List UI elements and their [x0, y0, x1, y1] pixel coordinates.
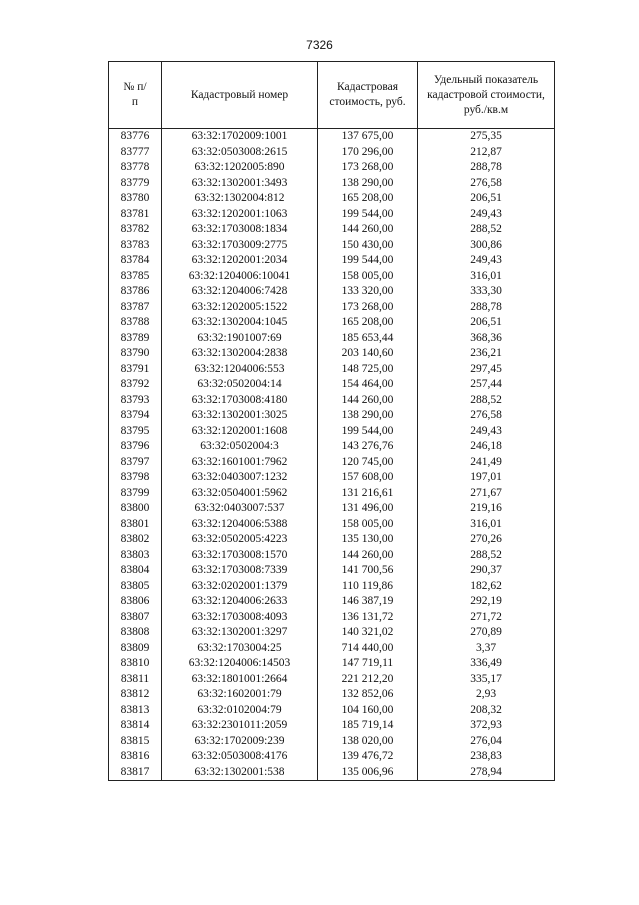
specific-value-cell: 372,93	[418, 718, 555, 734]
row-number-cell: 83807	[109, 610, 162, 626]
row-number-cell: 83790	[109, 346, 162, 362]
table-row	[109, 470, 555, 486]
table-row	[109, 501, 555, 517]
cadastral-value-cell: 137 675,00	[318, 129, 418, 145]
specific-value-cell: 288,78	[418, 300, 555, 316]
specific-value-cell: 236,21	[418, 346, 555, 362]
specific-value-cell: 241,49	[418, 455, 555, 471]
row-number-cell: 83784	[109, 253, 162, 269]
cadastral-number-cell: 63:32:1801001:2664	[162, 672, 318, 688]
table-row	[109, 439, 555, 455]
row-number-cell: 83802	[109, 532, 162, 548]
cadastral-number-cell: 63:32:1302001:3025	[162, 408, 318, 424]
table-row	[109, 532, 555, 548]
cadastral-value-cell: 138 290,00	[318, 408, 418, 424]
cadastral-number-cell: 63:32:1602001:79	[162, 687, 318, 703]
cadastral-value-cell: 139 476,72	[318, 749, 418, 765]
cadastral-value-cell: 199 544,00	[318, 207, 418, 223]
table-row	[109, 176, 555, 192]
cadastral-number-cell: 63:32:1204006:5388	[162, 517, 318, 533]
specific-value-cell: 336,49	[418, 656, 555, 672]
specific-value-cell: 297,45	[418, 362, 555, 378]
row-number-cell: 83794	[109, 408, 162, 424]
cadastral-value-cell: 199 544,00	[318, 424, 418, 440]
table-row	[109, 238, 555, 254]
row-number-cell: 83785	[109, 269, 162, 285]
cadastral-value-cell: 203 140,60	[318, 346, 418, 362]
row-number-cell: 83789	[109, 331, 162, 347]
cadastral-value-cell: 147 719,11	[318, 656, 418, 672]
header-cadastral-number: Кадастровый номер	[162, 62, 318, 129]
specific-value-cell: 292,19	[418, 594, 555, 610]
cadastral-number-cell: 63:32:1702009:1001	[162, 129, 318, 145]
table-row	[109, 346, 555, 362]
cadastral-number-cell: 63:32:0504001:5962	[162, 486, 318, 502]
specific-value-cell: 278,94	[418, 765, 555, 781]
row-number-cell: 83779	[109, 176, 162, 192]
specific-value-cell: 2,93	[418, 687, 555, 703]
row-number-cell: 83787	[109, 300, 162, 316]
specific-value-cell: 246,18	[418, 439, 555, 455]
specific-value-cell: 3,37	[418, 641, 555, 657]
table-row	[109, 610, 555, 626]
row-number-cell: 83805	[109, 579, 162, 595]
table-row	[109, 315, 555, 331]
cadastral-value-cell: 185 719,14	[318, 718, 418, 734]
row-number-cell: 83804	[109, 563, 162, 579]
cadastral-number-cell: 63:32:0502004:3	[162, 439, 318, 455]
cadastral-number-cell: 63:32:0403007:537	[162, 501, 318, 517]
header-specific-value: Удельный показатель кадастровой стоимости, руб./кв.м	[418, 62, 555, 129]
cadastral-value-cell: 141 700,56	[318, 563, 418, 579]
row-number-cell: 83814	[109, 718, 162, 734]
cadastral-value-cell: 132 852,06	[318, 687, 418, 703]
specific-value-cell: 197,01	[418, 470, 555, 486]
row-number-cell: 83788	[109, 315, 162, 331]
cadastral-number-cell: 63:32:1302001:3297	[162, 625, 318, 641]
row-number-cell: 83812	[109, 687, 162, 703]
header-cadastral-value: Кадастровая стоимость, руб.	[318, 62, 418, 129]
table-row	[109, 393, 555, 409]
row-number-cell: 83809	[109, 641, 162, 657]
table-row	[109, 207, 555, 223]
specific-value-cell: 206,51	[418, 315, 555, 331]
specific-value-cell: 288,78	[418, 160, 555, 176]
specific-value-cell: 212,87	[418, 145, 555, 161]
row-number-cell: 83803	[109, 548, 162, 564]
specific-value-cell: 288,52	[418, 222, 555, 238]
table-row	[109, 486, 555, 502]
cadastral-number-cell: 63:32:0102004:79	[162, 703, 318, 719]
cadastral-number-cell: 63:32:1703008:7339	[162, 563, 318, 579]
cadastral-number-cell: 63:32:1901007:69	[162, 331, 318, 347]
row-number-cell: 83791	[109, 362, 162, 378]
row-number-cell: 83806	[109, 594, 162, 610]
specific-value-cell: 288,52	[418, 393, 555, 409]
cadastral-number-cell: 63:32:1703008:1834	[162, 222, 318, 238]
row-number-cell: 83798	[109, 470, 162, 486]
cadastral-value-cell: 138 290,00	[318, 176, 418, 192]
cadastral-number-cell: 63:32:1703004:25	[162, 641, 318, 657]
cadastral-value-cell: 714 440,00	[318, 641, 418, 657]
cadastral-value-cell: 110 119,86	[318, 579, 418, 595]
cadastral-value-cell: 144 260,00	[318, 393, 418, 409]
cadastral-value-cell: 104 160,00	[318, 703, 418, 719]
cadastral-number-cell: 63:32:0403007:1232	[162, 470, 318, 486]
row-number-cell: 83778	[109, 160, 162, 176]
cadastral-value-cell: 221 212,20	[318, 672, 418, 688]
table-body	[109, 129, 555, 781]
row-number-cell: 83792	[109, 377, 162, 393]
specific-value-cell: 206,51	[418, 191, 555, 207]
table-row	[109, 641, 555, 657]
row-number-cell: 83786	[109, 284, 162, 300]
cadastral-number-cell: 63:32:1202005:890	[162, 160, 318, 176]
table-row	[109, 672, 555, 688]
cadastral-value-cell: 154 464,00	[318, 377, 418, 393]
cadastral-number-cell: 63:32:1703009:2775	[162, 238, 318, 254]
row-number-cell: 83781	[109, 207, 162, 223]
row-number-cell: 83782	[109, 222, 162, 238]
table-row	[109, 191, 555, 207]
cadastral-value-cell: 170 296,00	[318, 145, 418, 161]
specific-value-cell: 275,35	[418, 129, 555, 145]
specific-value-cell: 238,83	[418, 749, 555, 765]
cadastral-number-cell: 63:32:1302001:3493	[162, 176, 318, 192]
row-number-cell: 83783	[109, 238, 162, 254]
specific-value-cell: 271,67	[418, 486, 555, 502]
specific-value-cell: 249,43	[418, 207, 555, 223]
row-number-cell: 83776	[109, 129, 162, 145]
table-row	[109, 656, 555, 672]
row-number-cell: 83817	[109, 765, 162, 781]
row-number-cell: 83816	[109, 749, 162, 765]
row-number-cell: 83811	[109, 672, 162, 688]
row-number-cell: 83810	[109, 656, 162, 672]
cadastral-value-cell: 143 276,76	[318, 439, 418, 455]
cadastral-number-cell: 63:32:1204006:553	[162, 362, 318, 378]
cadastral-number-cell: 63:32:1204006:2633	[162, 594, 318, 610]
cadastral-number-cell: 63:32:1601001:7962	[162, 455, 318, 471]
table-row	[109, 253, 555, 269]
table-header-row	[109, 62, 555, 129]
cadastral-number-cell: 63:32:1702009:239	[162, 734, 318, 750]
cadastral-number-cell: 63:32:0503008:2615	[162, 145, 318, 161]
cadastral-number-cell: 63:32:0202001:1379	[162, 579, 318, 595]
table-row	[109, 734, 555, 750]
specific-value-cell: 271,72	[418, 610, 555, 626]
cadastral-value-cell: 138 020,00	[318, 734, 418, 750]
specific-value-cell: 368,36	[418, 331, 555, 347]
cadastral-value-cell: 146 387,19	[318, 594, 418, 610]
table-row	[109, 145, 555, 161]
cadastral-value-cell: 173 268,00	[318, 160, 418, 176]
page-number: 7326	[306, 38, 333, 52]
specific-value-cell: 182,62	[418, 579, 555, 595]
cadastral-value-cell: 131 216,61	[318, 486, 418, 502]
row-number-cell: 83793	[109, 393, 162, 409]
cadastral-value-cell: 136 131,72	[318, 610, 418, 626]
specific-value-cell: 316,01	[418, 269, 555, 285]
table-row	[109, 563, 555, 579]
specific-value-cell: 333,30	[418, 284, 555, 300]
cadastral-value-cell: 165 208,00	[318, 191, 418, 207]
table-row	[109, 284, 555, 300]
header-row-number: № п/п	[109, 62, 162, 129]
table-row	[109, 331, 555, 347]
cadastral-value-cell: 150 430,00	[318, 238, 418, 254]
row-number-cell: 83777	[109, 145, 162, 161]
specific-value-cell: 288,52	[418, 548, 555, 564]
table-row	[109, 160, 555, 176]
cadastral-value-cell: 144 260,00	[318, 548, 418, 564]
cadastral-number-cell: 63:32:1204006:14503	[162, 656, 318, 672]
specific-value-cell: 249,43	[418, 253, 555, 269]
cadastral-number-cell: 63:32:1202001:1063	[162, 207, 318, 223]
row-number-cell: 83796	[109, 439, 162, 455]
table-row	[109, 377, 555, 393]
cadastral-number-cell: 63:32:1202005:1522	[162, 300, 318, 316]
table-row	[109, 424, 555, 440]
row-number-cell: 83808	[109, 625, 162, 641]
table-row	[109, 765, 555, 781]
specific-value-cell: 276,58	[418, 408, 555, 424]
cadastral-value-table	[108, 61, 555, 781]
cadastral-number-cell: 63:32:2301011:2059	[162, 718, 318, 734]
specific-value-cell: 270,89	[418, 625, 555, 641]
cadastral-value-cell: 135 006,96	[318, 765, 418, 781]
cadastral-value-cell: 199 544,00	[318, 253, 418, 269]
table-row	[109, 548, 555, 564]
cadastral-value-cell: 144 260,00	[318, 222, 418, 238]
row-number-cell: 83801	[109, 517, 162, 533]
table-row	[109, 687, 555, 703]
table-row	[109, 579, 555, 595]
row-number-cell: 83799	[109, 486, 162, 502]
row-number-cell: 83780	[109, 191, 162, 207]
specific-value-cell: 219,16	[418, 501, 555, 517]
cadastral-value-cell: 120 745,00	[318, 455, 418, 471]
cadastral-number-cell: 63:32:1302004:1045	[162, 315, 318, 331]
specific-value-cell: 276,04	[418, 734, 555, 750]
cadastral-value-cell: 157 608,00	[318, 470, 418, 486]
table-row	[109, 455, 555, 471]
row-number-cell: 83815	[109, 734, 162, 750]
cadastral-number-cell: 63:32:1204006:10041	[162, 269, 318, 285]
specific-value-cell: 335,17	[418, 672, 555, 688]
cadastral-value-cell: 158 005,00	[318, 269, 418, 285]
cadastral-number-cell: 63:32:1703008:4180	[162, 393, 318, 409]
table-row	[109, 625, 555, 641]
table-row	[109, 703, 555, 719]
cadastral-value-cell: 158 005,00	[318, 517, 418, 533]
cadastral-number-cell: 63:32:0503008:4176	[162, 749, 318, 765]
cadastral-value-cell: 165 208,00	[318, 315, 418, 331]
cadastral-number-cell: 63:32:1703008:4093	[162, 610, 318, 626]
cadastral-number-cell: 63:32:1302001:538	[162, 765, 318, 781]
table-row	[109, 749, 555, 765]
cadastral-number-cell: 63:32:0502005:4223	[162, 532, 318, 548]
specific-value-cell: 249,43	[418, 424, 555, 440]
cadastral-number-cell: 63:32:1202001:1608	[162, 424, 318, 440]
table-row	[109, 362, 555, 378]
table-row	[109, 129, 555, 145]
row-number-cell: 83797	[109, 455, 162, 471]
cadastral-value-cell: 131 496,00	[318, 501, 418, 517]
cadastral-number-cell: 63:32:1302004:2838	[162, 346, 318, 362]
cadastral-number-cell: 63:32:1202001:2034	[162, 253, 318, 269]
table-row	[109, 594, 555, 610]
table-row	[109, 300, 555, 316]
specific-value-cell: 300,86	[418, 238, 555, 254]
specific-value-cell: 257,44	[418, 377, 555, 393]
specific-value-cell: 208,32	[418, 703, 555, 719]
cadastral-number-cell: 63:32:1302004:812	[162, 191, 318, 207]
table-row	[109, 222, 555, 238]
cadastral-value-cell: 148 725,00	[318, 362, 418, 378]
row-number-cell: 83813	[109, 703, 162, 719]
cadastral-value-cell: 173 268,00	[318, 300, 418, 316]
row-number-cell: 83795	[109, 424, 162, 440]
table-row	[109, 517, 555, 533]
table-row	[109, 408, 555, 424]
specific-value-cell: 316,01	[418, 517, 555, 533]
specific-value-cell: 276,58	[418, 176, 555, 192]
table-row	[109, 718, 555, 734]
cadastral-value-cell: 140 321,02	[318, 625, 418, 641]
cadastral-number-cell: 63:32:1703008:1570	[162, 548, 318, 564]
cadastral-value-cell: 135 130,00	[318, 532, 418, 548]
cadastral-number-cell: 63:32:0502004:14	[162, 377, 318, 393]
specific-value-cell: 270,26	[418, 532, 555, 548]
cadastral-value-cell: 133 320,00	[318, 284, 418, 300]
table-row	[109, 269, 555, 285]
cadastral-number-cell: 63:32:1204006:7428	[162, 284, 318, 300]
cadastral-value-cell: 185 653,44	[318, 331, 418, 347]
row-number-cell: 83800	[109, 501, 162, 517]
specific-value-cell: 290,37	[418, 563, 555, 579]
